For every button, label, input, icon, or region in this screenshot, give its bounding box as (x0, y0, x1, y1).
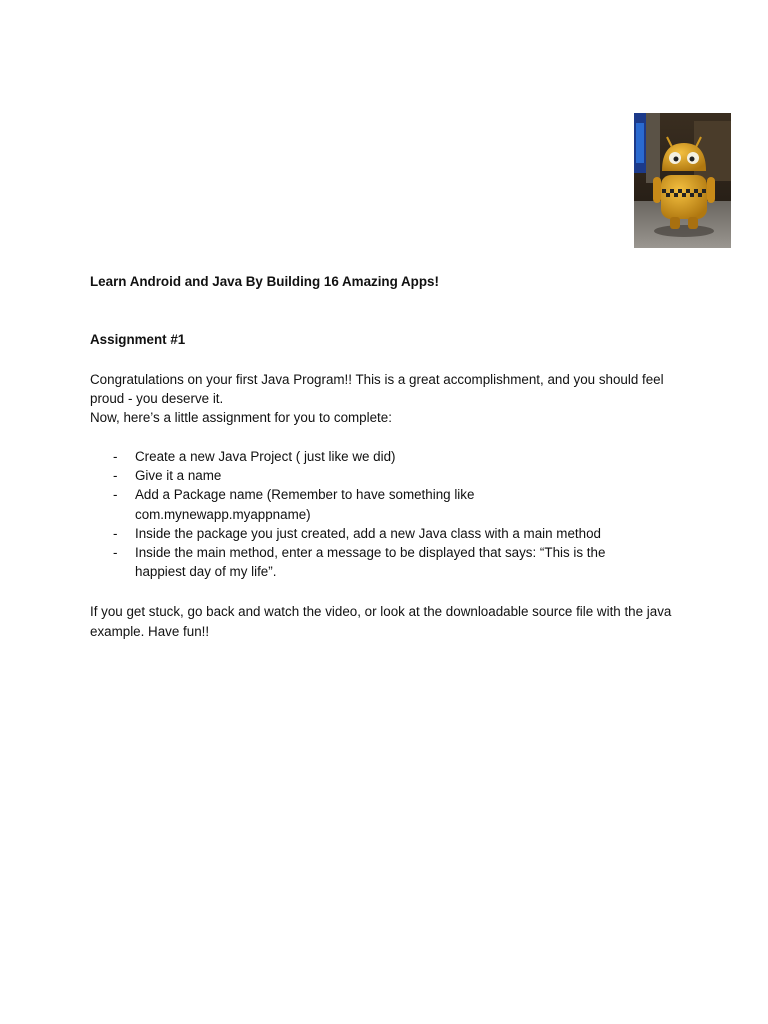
list-item (90, 524, 645, 543)
intro-paragraph (90, 370, 690, 427)
list-item (90, 543, 645, 581)
task-text: Add a Package name (Remember to have something like com.mynewapp.myappname) (135, 487, 475, 522)
list-item (90, 447, 645, 466)
list-item (90, 466, 645, 485)
intro-line: Congratulations on your first Java Program!! This is a great accomplishment, and you should feel proud - you deserve it. (90, 372, 664, 406)
intro-line: Now, here’s a little assignment for you to complete: (90, 410, 392, 425)
task-text: Create a new Java Project ( just like we did) (135, 449, 396, 464)
bullet-dash: - (113, 449, 118, 464)
bullet-dash: - (113, 525, 118, 541)
android-robot-image (634, 113, 731, 248)
assignment-heading: Assignment #1 (90, 332, 186, 347)
bullet-dash: - (113, 468, 118, 484)
task-text: Inside the package you just created, add a new Java class with a main method (135, 525, 601, 541)
closing-paragraph: If you get stuck, go back and watch the video, or look at the downloadable source file with the java example. Have fun!! (90, 604, 672, 639)
task-text: Inside the main method, enter a message to be displayed that says: “This is the happiest day of my life”. (135, 545, 606, 580)
android-robot-photo (634, 113, 731, 248)
task-list (90, 447, 690, 581)
bullet-dash: - (113, 545, 118, 561)
list-item (90, 485, 645, 523)
document-title: Learn Android and Java By Building 16 Amazing Apps! (90, 274, 439, 289)
bullet-dash: - (113, 487, 118, 503)
task-text: Give it a name (135, 468, 222, 484)
